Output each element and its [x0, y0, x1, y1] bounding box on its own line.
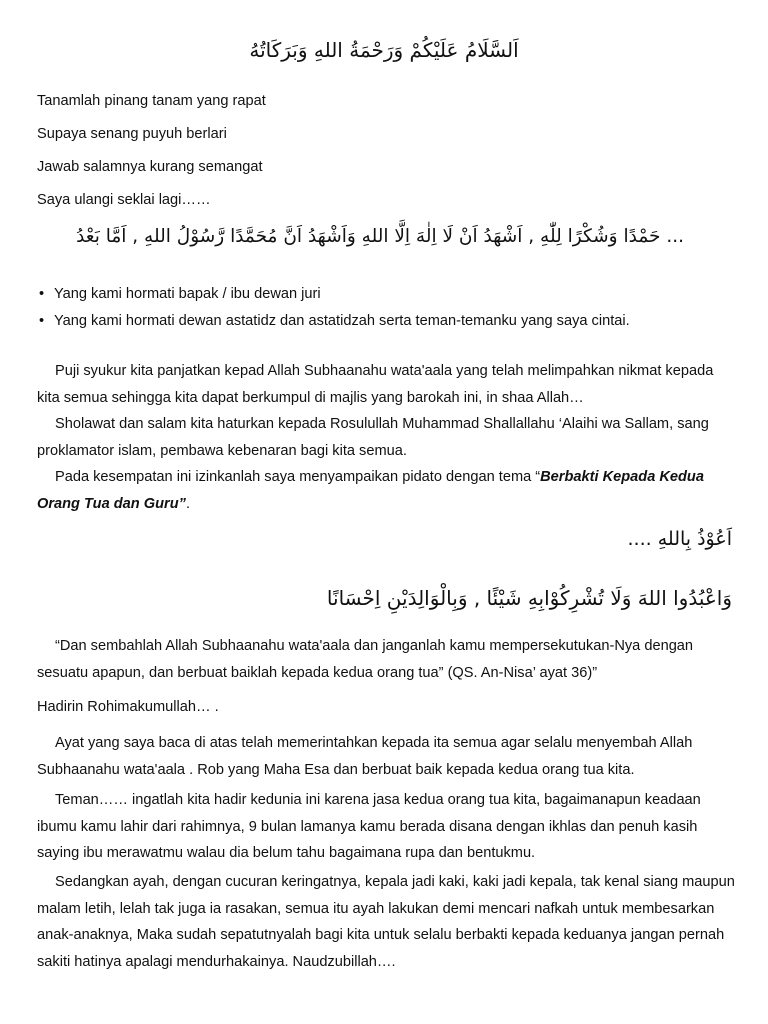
- hamdalah-arabic: ... حَمْدًا وَشُكْرًا لِلّٰهِ , اَشْهَدُ اَنْ لَا اِلٰهَ اِلَّا اللهِ وَاَشْهَدُ اَنَّ مُحَمَّدًا رَّسُوْلُ اللهِ , اَمَّا بَعْدُ: [76, 226, 684, 247]
- salam-arabic: اَلسَّلَامُ عَلَيْكُمْ وَرَحْمَةُ اللهِ وَبَرَكَاتُهُ: [249, 38, 519, 62]
- ayat-translation: [37, 633, 737, 686]
- speech-theme: Berbakti Kepada Kedua Orang Tua dan Guru”: [37, 469, 704, 512]
- paragraph: “Dan sembahlah Allah Subhaanahu wata'aala dan janganlah kamu mempersekutukan-Nya dengan sesuatu apapun, dan berbuat baiklah kepada kedua orang tua” (QS. An-Nisa’ ayat 36)”: [37, 638, 694, 681]
- bullet-dot: •: [39, 313, 45, 329]
- paragraph: Sedangkan ayah, dengan cucuran keringatnya, kepala jadi kaki, kaki jadi kepala, tak kenal siang maupun malam letih, lelah tak juga ia rasakan, semua itu ayah lakukan demi mencari nafkah untuk membesarkan anak-anaknya, Maka sudah sepatutnyalah bagi kita untuk selalu berbakti kepada keduanya jangan pernah sakiti hatinya apalagi mendurhakainya. Naudzubillah….: [37, 874, 735, 970]
- intro-section: [37, 358, 737, 517]
- list-item-text: Yang kami hormati dewan astatidz dan astatidzah serta teman-temanku yang saya cintai.: [54, 313, 630, 329]
- theme-lead-text: Pada kesempatan ini izinkanlah saya menyampaikan pidato dengan tema “: [55, 469, 541, 485]
- pantun-line-3: Jawab salamnya kurang semangat: [37, 159, 263, 175]
- body-paragraph-3: [37, 869, 737, 975]
- paragraph: Teman…… ingatlah kita hadir kedunia ini karena jasa kedua orang tua kita, bagaimanapun keadaan ibumu kamu lahir dari rahimnya, 9 bulan lamanya kamu berada disana dengan ikhlas dan penuh kasih saying ibu merawatmu walau dia belum tahu bagaimana rupa dan bentukmu.: [37, 792, 701, 861]
- paragraph: Sholawat dan salam kita haturkan kepada Rosulullah Muhammad Shallallahu ‘Alaihi wa Sallam, sang proklamator islam, pembawa kebenaran bagi kita semua.: [37, 416, 709, 459]
- list-item: [37, 310, 630, 337]
- greetings-list: [37, 283, 630, 337]
- bullet-dot: •: [39, 286, 45, 302]
- paragraph: [37, 464, 737, 517]
- body-paragraph-2: [37, 787, 737, 867]
- ayat-arabic: وَاعْبُدُوا اللهَ وَلَا تُشْرِكُوْابِهِ شَيْئًا , وَبِالْوَالِدَيْنِ اِحْسَانًا: [326, 586, 732, 610]
- taawudz-arabic: اَعُوْذُ بِاللهِ ....: [627, 528, 732, 550]
- paragraph: Puji syukur kita panjatkan kepad Allah Subhaanahu wata'aala yang telah melimpahkan nikmat kepada kita semua sehingga kita dapat berkumpul di majlis yang barokah ini, in shaa Allah…: [37, 363, 714, 406]
- hadirin-line: Hadirin Rohimakumullah… .: [37, 699, 219, 715]
- pantun-line-4: Saya ulangi seklai lagi……: [37, 192, 211, 208]
- pantun-line-2: Supaya senang puyuh berlari: [37, 126, 227, 142]
- body-paragraph-1: [37, 730, 737, 783]
- paragraph: Ayat yang saya baca di atas telah memerintahkan kepada ita semua agar selalu menyembah Allah Subhaanahu wata'aala . Rob yang Maha Esa dan berbuat baik kepada kedua orang tua kita.: [37, 735, 693, 778]
- list-item-text: Yang kami hormati bapak / ibu dewan juri: [54, 286, 321, 302]
- pantun-line-1: Tanamlah pinang tanam yang rapat: [37, 93, 266, 109]
- theme-trail-text: .: [185, 495, 190, 512]
- list-item: [37, 283, 630, 310]
